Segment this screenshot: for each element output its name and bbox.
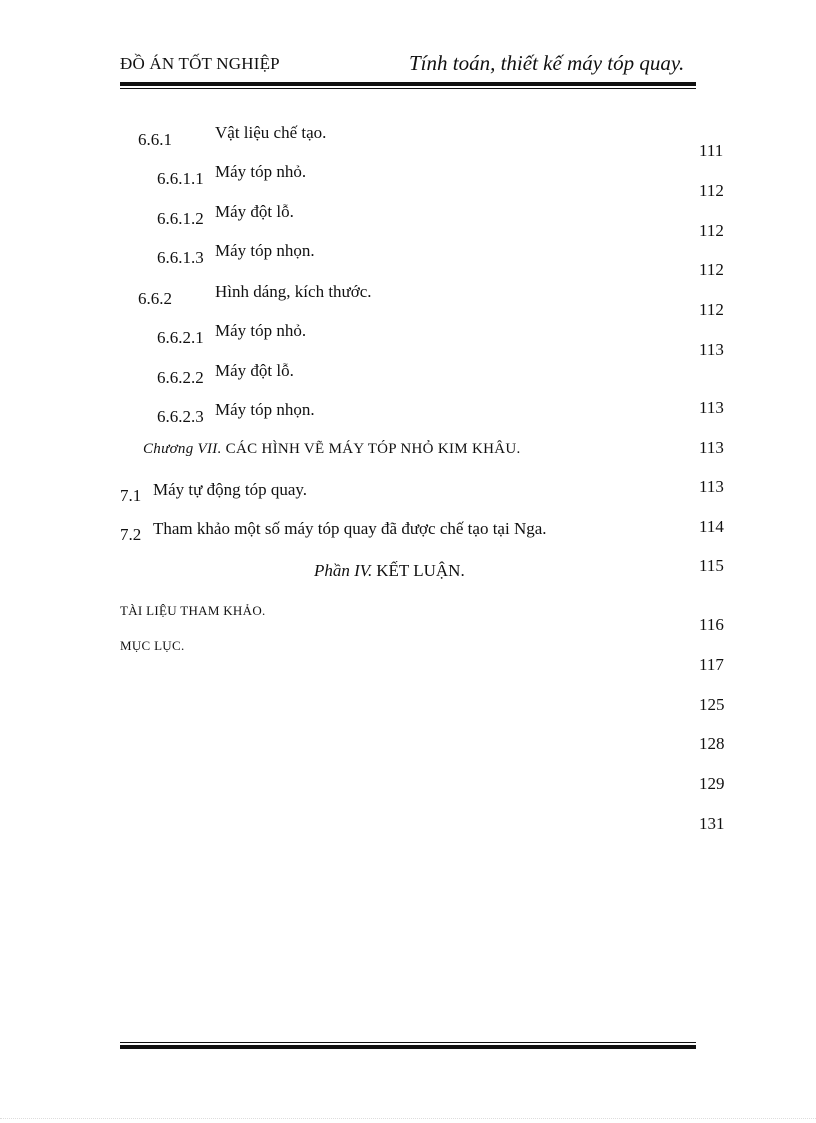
page-number: 114 bbox=[699, 517, 724, 536]
page-edge bbox=[0, 1118, 816, 1119]
footer-rule bbox=[120, 1042, 696, 1049]
toc-number: 6.6.2.1 bbox=[157, 328, 204, 347]
toc-label: Vật liệu chế tạo. bbox=[215, 123, 327, 142]
page-number: 113 bbox=[699, 438, 724, 457]
toc-label: Máy tóp nhọn. bbox=[215, 241, 315, 260]
toc-number: 6.6.1.2 bbox=[157, 209, 204, 228]
toc-number: 6.6.2.2 bbox=[157, 368, 204, 387]
page-header-right: Tính toán, thiết kế máy tóp quay. bbox=[409, 51, 685, 75]
page-number: 113 bbox=[699, 398, 724, 417]
page-number: 125 bbox=[699, 695, 725, 714]
toc-number: 7.1 bbox=[120, 486, 142, 505]
page-number: 113 bbox=[699, 340, 724, 359]
page-number: 112 bbox=[699, 300, 724, 319]
toc-label: Máy tóp nhọn. bbox=[215, 400, 315, 419]
toc-number: 6.6.1.1 bbox=[157, 169, 204, 188]
page-number: 112 bbox=[699, 181, 724, 200]
header-rule bbox=[120, 82, 696, 89]
toc-entry-chapter bbox=[143, 440, 521, 458]
toc-label: KẾT LUẬN. bbox=[376, 561, 465, 580]
page-number: 111 bbox=[699, 141, 724, 160]
page-number: 115 bbox=[699, 556, 724, 575]
toc-label: Hình dáng, kích thước. bbox=[215, 282, 372, 301]
page-number: 128 bbox=[699, 734, 725, 753]
toc-number: 6.6.2 bbox=[138, 289, 172, 308]
part-prefix: Phần IV. bbox=[314, 561, 373, 580]
chapter-prefix: Chương VII. bbox=[143, 441, 222, 457]
toc-label: CÁC HÌNH VẼ MÁY TÓP NHỎ KIM KHÂU. bbox=[225, 441, 521, 457]
toc-entry-contents: MỤC LỤC. bbox=[120, 638, 185, 653]
toc-number: 6.6.1 bbox=[138, 130, 172, 149]
toc-number: 7.2 bbox=[120, 525, 142, 544]
toc-label: Tham khảo một số máy tóp quay đã được chế tạo tại Nga. bbox=[153, 519, 547, 538]
toc-entry-references: TÀI LIỆU THAM KHẢO. bbox=[120, 603, 266, 618]
toc-label: Máy tóp nhỏ. bbox=[215, 162, 307, 181]
toc-number: 6.6.1.3 bbox=[157, 248, 204, 267]
page-number: 113 bbox=[699, 477, 724, 496]
toc-label: Máy đột lỗ. bbox=[215, 202, 294, 221]
toc-label: Máy tự động tóp quay. bbox=[153, 480, 308, 499]
page-number: 112 bbox=[699, 260, 724, 279]
toc-entry-part bbox=[314, 561, 465, 581]
toc-label: Máy đột lỗ. bbox=[215, 361, 294, 380]
toc-number: 6.6.2.3 bbox=[157, 407, 204, 426]
page-number: 129 bbox=[699, 774, 725, 793]
toc-label: Máy tóp nhỏ. bbox=[215, 321, 307, 340]
page-number: 117 bbox=[699, 655, 724, 674]
page-header-left: ĐỒ ÁN TỐT NGHIỆP bbox=[120, 54, 280, 73]
page-number: 131 bbox=[699, 814, 725, 833]
page-number: 112 bbox=[699, 221, 724, 240]
page-number: 116 bbox=[699, 615, 724, 634]
